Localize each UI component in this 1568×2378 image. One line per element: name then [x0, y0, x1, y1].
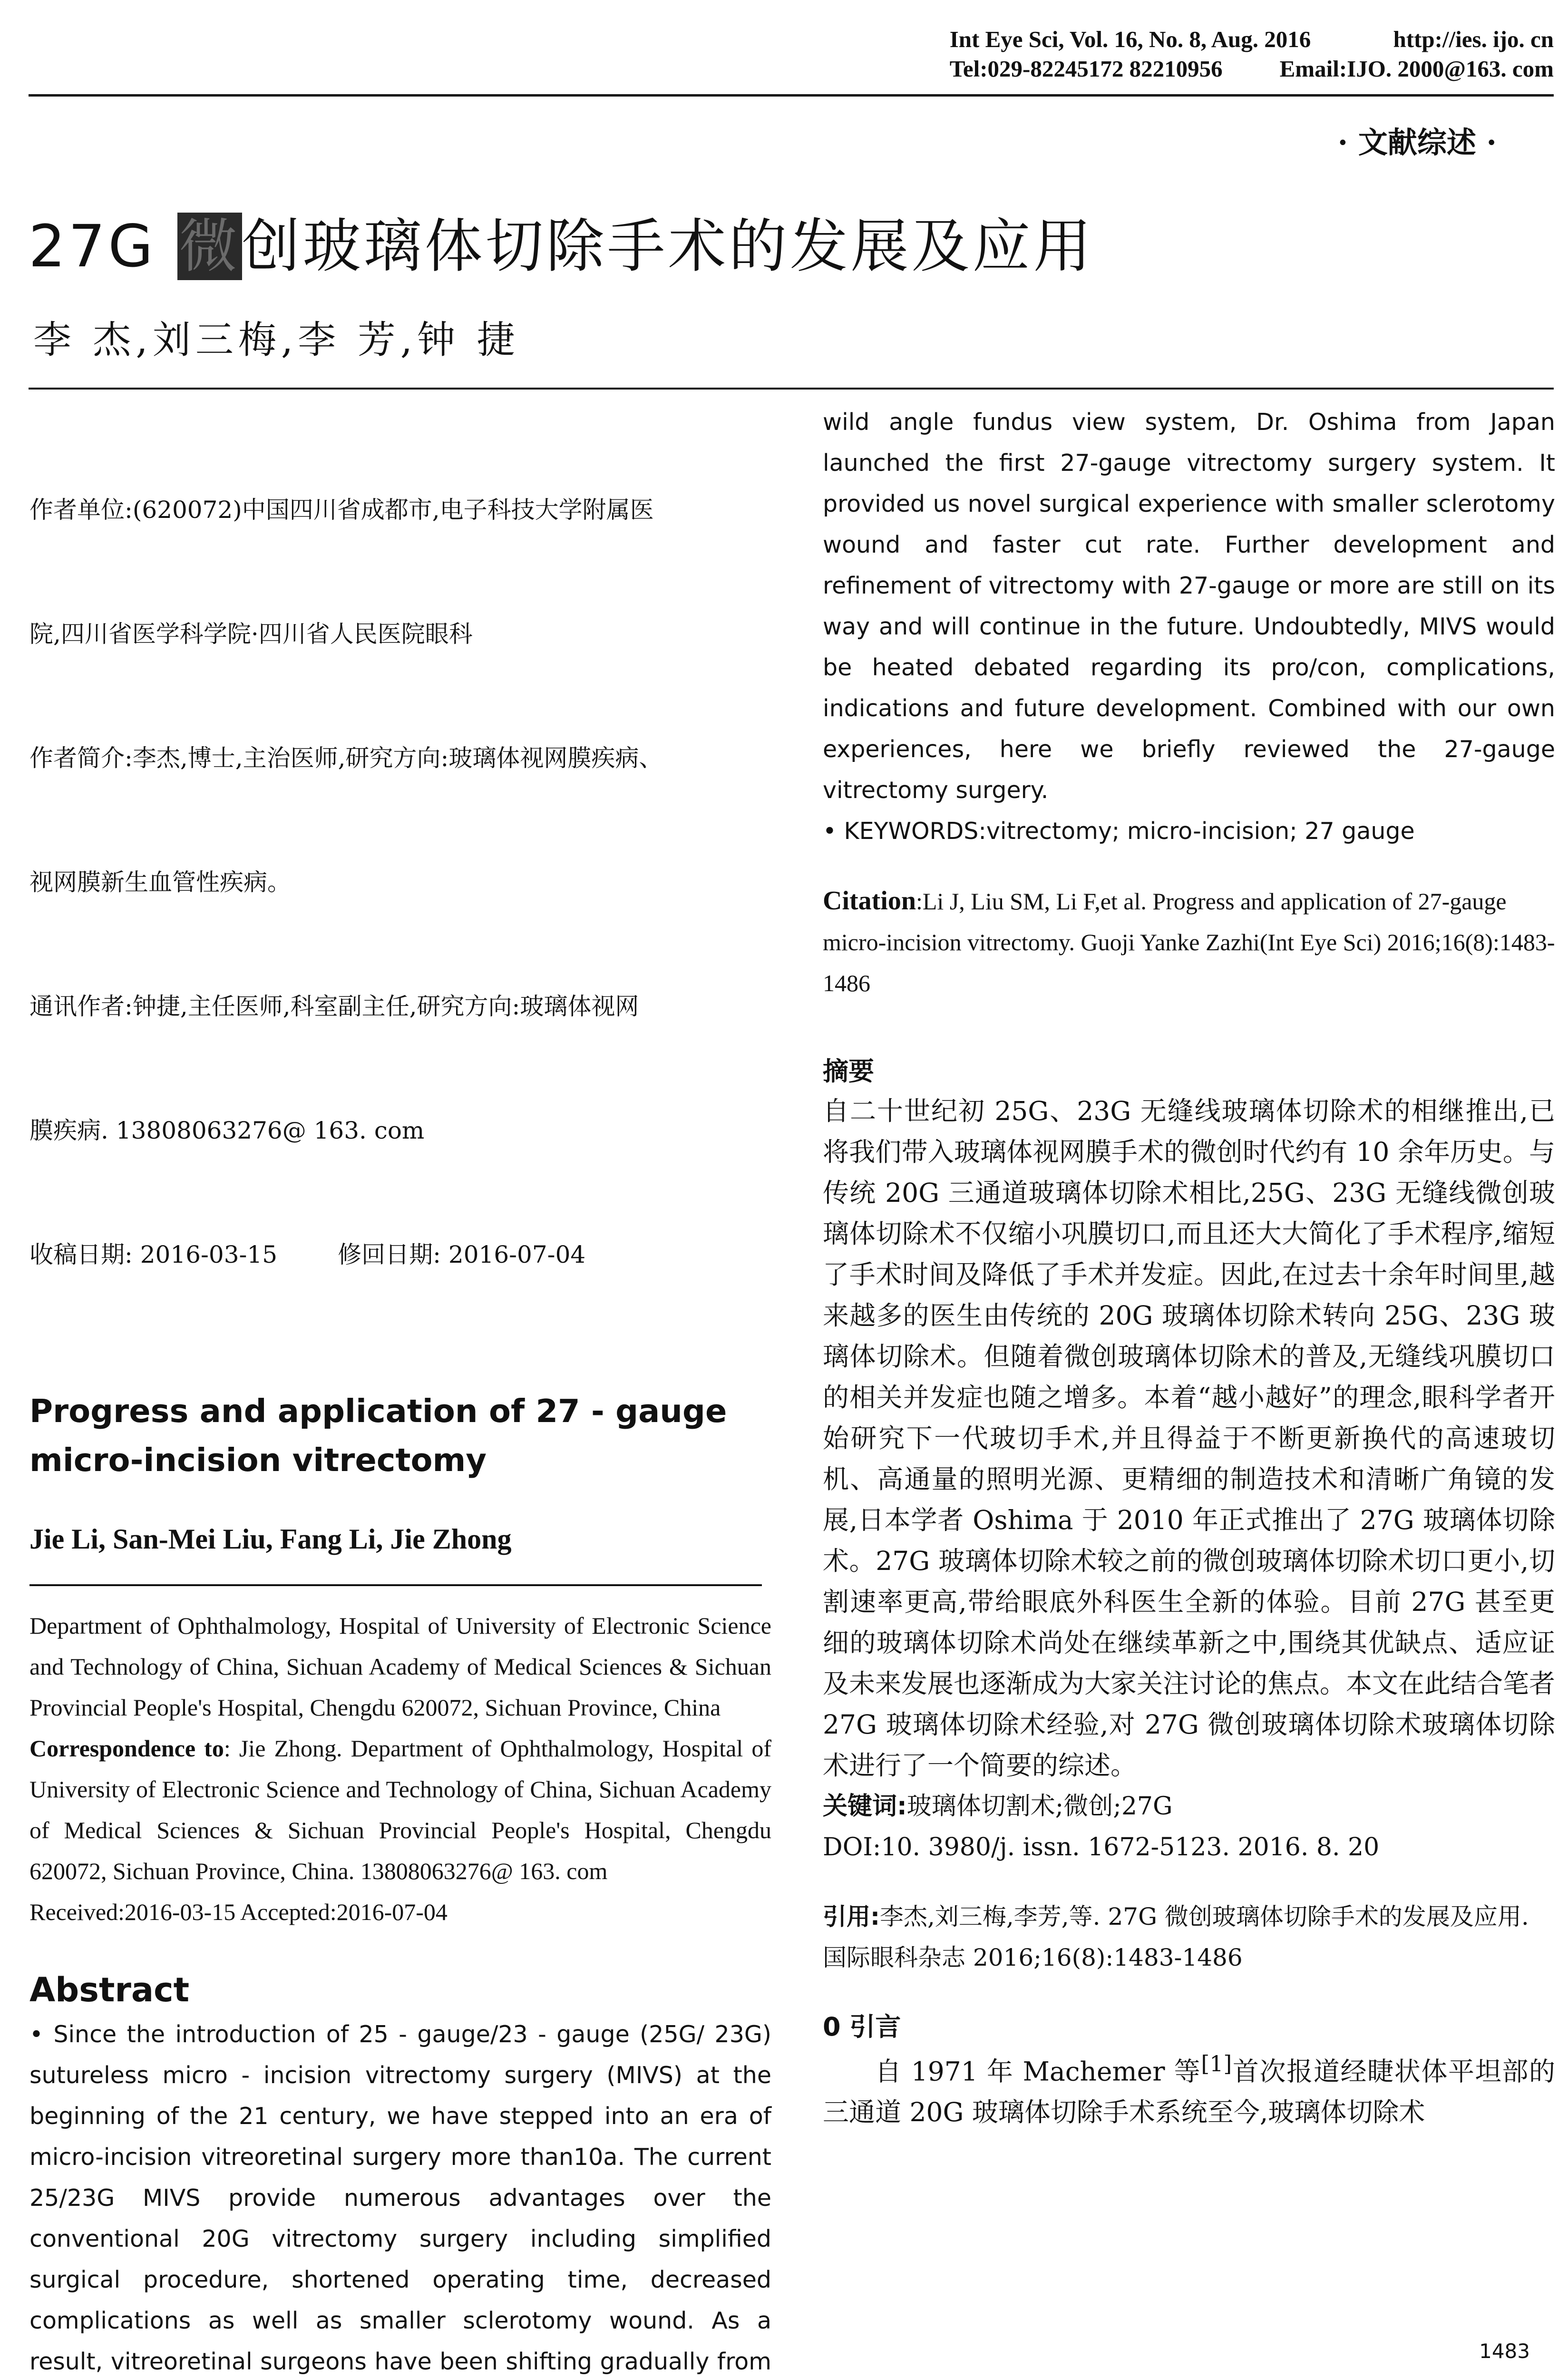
- intro-post: 首次报道经睫状体平坦部的三通道 20G 玻璃体切除手术系统至今,玻璃体切除术: [823, 2056, 1555, 2128]
- header-rule: [29, 94, 1554, 97]
- title-suffix: 创玻璃体切除手术的发展及应用: [242, 213, 1094, 280]
- intro-pre: 自 1971 年 Machemer 等: [875, 2056, 1201, 2087]
- meta-line: 膜疾病. 13808063276@ 163. com: [29, 1117, 425, 1144]
- reference-link[interactable]: [1]: [1201, 2051, 1232, 2076]
- journal-email: Email:IJO. 2000@163. com: [1279, 56, 1554, 82]
- affiliation-text: Department of Ophthalmology, Hospital of University of Electronic Science and Technology of China, Sichuan Academy of Medical Sciences & Sichuan Provincial People's Hospital, Chengdu 620072, Sichuan Province, China: [29, 1612, 771, 1721]
- journal-citation: Int Eye Sci, Vol. 16, No. 8, Aug. 2016: [949, 26, 1311, 52]
- english-title: Progress and application of 27 - gauge micro-incision vitrectomy: [29, 1393, 727, 1479]
- section-tag: · 文献综述 ·: [1337, 125, 1497, 160]
- chinese-abstract-heading: 摘要: [823, 1056, 874, 1086]
- title-prefix: 27G: [29, 213, 177, 280]
- title-rule: [29, 388, 1554, 390]
- journal-url: http://ies. ijo. cn: [1393, 26, 1554, 52]
- correspondence-text: : Jie Zhong. Department of Ophthalmology, Hospital of University of Electronic Science and Technology of China, Sichuan Academy of Medical Sciences & Sichuan Provincial People's Hospital, Chengdu 620072, Sichuan Province, China. 13808063276@ 163. com: [29, 1735, 772, 1884]
- authors-chinese: 李 杰,刘三梅,李 芳,钟 捷: [33, 318, 520, 362]
- meta-line: 作者简介:李杰,博士,主治医师,研究方向:玻璃体视网膜疾病、: [29, 744, 663, 772]
- abstract-text-left: • Since the introduction of 25 - gauge/23 - gauge (25G/ 23G) sutureless micro - incision vitrectomy surgery (MIVS) at the beginning of the 21 century, we have stepped into an era of micro-incision vitreoretinal surgery more than10a. The current 25/23G MIVS provide numerous advantages over the conventional 20G vitrectomy surgery including simplified surgical procedure, shortened operating time, decreased complications as well as smaller sclerotomy wound. As a result, vitreoretinal surgeons have been shifting gradually from: [29, 2021, 771, 2375]
- meta-line: 通讯作者:钟捷,主任医师,科室副主任,研究方向:玻璃体视网: [29, 993, 639, 1020]
- meta-line: 院,四川省医学科学院·四川省人民医院眼科: [29, 620, 473, 648]
- chinese-citation-label: 引用:: [823, 1903, 880, 1930]
- keywords: • KEYWORDS:vitrectomy; micro-incision; 27 gauge: [823, 818, 1415, 845]
- author-rule: [29, 1584, 762, 1586]
- journal-header: [950, 25, 1554, 84]
- meta-line: 收稿日期: 2016-03-15 修回日期: 2016-07-04: [29, 1241, 586, 1268]
- right-column: [823, 407, 1555, 2133]
- meta-line: 作者单位:(620072)中国四川省成都市,电子科技大学附属医: [29, 496, 654, 524]
- citation-text: :Li J, Liu SM, Li F,et al. Progress and application of 27-gauge micro-incision vitrectomy. Guoji Yanke Zazhi(Int Eye Sci) 2016;16(8):1483-1486: [823, 888, 1555, 996]
- doi: DOI:10. 3980/j. issn. 1672-5123. 2016. 8. 20: [823, 1833, 1380, 1861]
- citation-label: Citation: [823, 886, 916, 916]
- correspondence-label: Correspondence to: [29, 1735, 224, 1762]
- meta-line: 视网膜新生血管性疾病。: [29, 868, 291, 896]
- chinese-keywords-text: 玻璃体切割术;微创;27G: [906, 1792, 1173, 1821]
- received-dates: Received:2016-03-15 Accepted:2016-07-04: [29, 1899, 448, 1925]
- chinese-citation-text: 李杰,刘三梅,李芳,等. 27G 微创玻璃体切除手术的发展及应用. 国际眼科杂志 2016;16(8):1483-1486: [823, 1903, 1529, 1971]
- page-title: [29, 200, 1094, 283]
- page-number: 1483: [1479, 2339, 1530, 2363]
- citation: [823, 880, 1555, 1004]
- intro-text: [823, 2043, 1555, 2133]
- chinese-citation: [823, 1896, 1555, 1978]
- chinese-keywords: [823, 1786, 1555, 1827]
- chinese-keywords-label: 关键词:: [823, 1792, 907, 1821]
- chinese-abstract: 自二十世纪初 25G、23G 无缝线玻璃体切除术的相继推出,已将我们带入玻璃体视网膜手术的微创时代约有 10 余年历史。与传统 20G 三通道玻璃体切除术相比,25G、23G 无缝线微创玻璃体切除术不仅缩小巩膜切口,而且还大大简化了手术程序,缩短了手术时间及降低了手术并发症。因此,在过去十余年时间里,越来越多的医生由传统的 20G 玻璃体切除术转向 25G、23G 玻璃体切除术。但随着微创玻璃体切除术的普及,无缝线巩膜切口的相关并发症也随之增多。本着“越小越好”的理念,眼科学者开始研究下一代玻切手术,并且得益于不断更新换代的高速玻切机、高通量的照明光源、更精细的制造技术和清晰广角镜的发展,日本学者 Oshima 于 2010 年正式推出了 27G 玻璃体切除术。27G 玻璃体切除术较之前的微创玻璃体切除术切口更小,切割速率更高,带给眼底外科医生全新的体验。目前 27G 甚至更细的玻璃体切除术尚处在继续革新之中,围绕其优缺点、适应证及未来发展也逐渐成为大家关注讨论的焦点。本文在此结合笔者 27G 玻璃体切除术经验,对 27G 微创玻璃体切除术玻璃体切除术进行了一个简要的综述。: [823, 1096, 1556, 1781]
- abstract-heading: Abstract: [29, 1970, 190, 2009]
- intro-heading: 0 引言: [823, 2012, 901, 2042]
- title-highlight: 微: [177, 213, 242, 280]
- journal-tel: Tel:029-82245172 82210956: [949, 56, 1223, 82]
- english-authors: Jie Li, San-Mei Liu, Fang Li, Jie Zhong: [29, 1523, 512, 1555]
- left-column: [29, 407, 771, 2378]
- abstract-text-right: wild angle fundus view system, Dr. Oshima from Japan launched the first 27-gauge vitrectomy surgery system. It provided us novel surgical experience with smaller sclerotomy wound and faster cut rate. Further development and refinement of vitrectomy with 27-gauge or more are still on its way and will continue in the future. Undoubtedly, MIVS would be heated debated regarding its pro/con, complications, indications and future development. Combined with our own experiences, here we briefly reviewed the 27-gauge vitrectomy surgery.: [823, 409, 1555, 804]
- affiliation: [29, 1605, 771, 1932]
- author-info: [29, 407, 771, 1358]
